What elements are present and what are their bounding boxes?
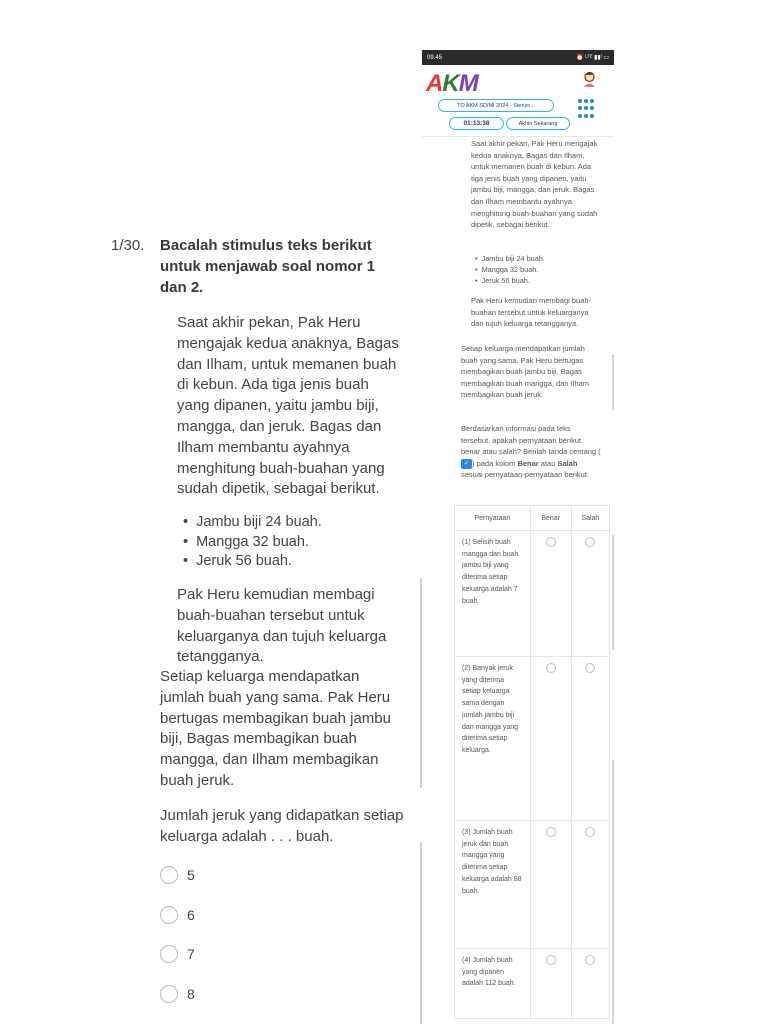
- radio-button[interactable]: [160, 945, 178, 963]
- question-prompt: Jumlah jeruk yang didapatkan setiap keluarga adalah . . . buah.: [160, 807, 404, 845]
- avatar-icon[interactable]: [582, 71, 597, 87]
- column-header-pernyataan: Pernyataan: [455, 506, 531, 531]
- option-6[interactable]: [160, 906, 195, 924]
- timer: 01:13:38: [449, 117, 504, 130]
- benar-radio[interactable]: [546, 955, 556, 965]
- status-bar: [422, 50, 614, 65]
- benar-radio[interactable]: [546, 663, 556, 673]
- question-grid-icon[interactable]: [578, 99, 598, 119]
- divider: [422, 136, 614, 137]
- salah-radio[interactable]: [585, 537, 595, 547]
- option-5[interactable]: [160, 866, 195, 884]
- table-row: [455, 657, 610, 821]
- list-item: • Jeruk 56 buah.: [183, 552, 322, 572]
- instruction-text: Berdasarkan informasi pada teks tersebut, apakah pernyataan berikut benar atau salah? Berilah tanda centang (✓ ) pada kolom Benar atau Salah sesuai pernyataan-pernyataan berikut.: [461, 424, 601, 480]
- option-7[interactable]: [160, 945, 195, 963]
- question-title: Bacalah stimulus teks berikut untuk menjawab soal nomor 1 dan 2.: [160, 237, 376, 296]
- list-item: • Mangga 32 buah.: [475, 264, 545, 275]
- list-item: • Jambu biji 24 buah.: [475, 253, 545, 264]
- statement-table: [454, 505, 610, 1019]
- status-time: 09.45: [427, 54, 443, 61]
- radio-button[interactable]: [160, 985, 178, 1003]
- stimulus-paragraph-3: Setiap keluarga mendapatkan jumlah buah yang sama. Pak Heru bertugas membagikan buah jambu biji, Bagas membagikan buah mangga, dan Ilham membagikan buah jeruk.: [160, 668, 391, 789]
- end-now-button[interactable]: Akhiri Sekarang: [506, 117, 570, 130]
- stimulus-paragraph-2-small: Pak Heru kemudian membagi buah-buahan tersebut untuk keluarganya dan tujuh keluarga tetangganya.: [471, 296, 592, 329]
- radio-button[interactable]: [160, 866, 178, 884]
- option-label: 8: [187, 986, 195, 1002]
- option-8[interactable]: [160, 985, 195, 1003]
- benar-radio[interactable]: [546, 537, 556, 547]
- table-row: [455, 821, 610, 949]
- option-label: 6: [187, 907, 195, 923]
- stimulus-paragraph-2: Pak Heru kemudian membagi buah-buahan tersebut untuk keluarganya dan tujuh keluarga tetangganya.: [177, 586, 387, 666]
- exam-name-pill[interactable]: TO AKM SD/MI 2024 - Sterizo...: [438, 99, 554, 112]
- phone-screen: [422, 50, 614, 1024]
- option-label: 7: [187, 946, 195, 962]
- stimulus-paragraph-1: Saat akhir pekan, Pak Heru mengajak kedua anaknya, Bagas dan Ilham, untuk memanen buah di kebun. Ada tiga jenis buah yang dipanen, yaitu jambu biji, mangga, dan jeruk. Bagas dan Ilham membantu ayahnya menghitung buah-buahan yang sudah dipetik, sebagai berikut.: [177, 314, 399, 498]
- scrollbar[interactable]: [612, 760, 614, 1024]
- list-item: • Jambu biji 24 buah.: [183, 513, 322, 533]
- list-item: • Jeruk 56 buah.: [475, 275, 545, 286]
- stimulus-paragraph-1-small: Saat akhir pekan, Pak Heru mengajak kedua anaknya, Bagas dan Ilham, untuk memanen buah di kebun. Ada tiga jenis buah yang dipanen, yaitu jambu biji, mangga, dan jeruk. Bagas dan Ilham membantu ayahnya menghitung buah-buahan yang sudah dipetik, sebagai berikut.: [471, 139, 598, 230]
- stimulus-paragraph-3-small: Setiap keluarga mendapatkan jumlah buah yang sama. Pak Heru bertugas membagikan buah jambu biji, Bagas membagikan buah mangga, dan Ilham membagikan buah jeruk.: [461, 344, 589, 400]
- option-label: 5: [187, 867, 195, 883]
- radio-button[interactable]: [160, 906, 178, 924]
- salah-radio[interactable]: [585, 827, 595, 837]
- status-icons: ⏰ ᴸᵀᴱ ▮▮ˡ ▭: [576, 55, 609, 61]
- statement-cell: (2) Banyak jeruk yang diterima setiap keluarga sama dengan jumlah jambu biji dan mangga yang diterima setiap keluarga.: [455, 657, 531, 821]
- statement-cell: (4) Jumlah buah yang dipanen adalah 112 buah.: [455, 949, 531, 1019]
- question-number: 1/30.: [111, 237, 145, 254]
- table-row: [455, 531, 610, 657]
- column-header-salah: Salah: [571, 506, 609, 531]
- list-item: • Mangga 32 buah.: [183, 533, 322, 553]
- statement-cell: (3) Jumlah buah jeruk dan buah mangga yang diterima setiap keluarga adalah 88 buah.: [455, 821, 531, 949]
- checkmark-icon: ✓: [461, 459, 472, 469]
- salah-radio[interactable]: [585, 663, 595, 673]
- table-row: [455, 949, 610, 1019]
- column-header-benar: Benar: [530, 506, 571, 531]
- fruit-list-small: [475, 253, 545, 286]
- fruit-list: [183, 513, 322, 572]
- statement-cell: (1) Selisih buah mangga dan buah jambu biji yang diterima setiap keluarga adalah 7 buah.: [455, 531, 531, 657]
- benar-radio[interactable]: [546, 827, 556, 837]
- scrollbar[interactable]: [612, 355, 614, 410]
- scrollbar[interactable]: [612, 535, 614, 650]
- salah-radio[interactable]: [585, 955, 595, 965]
- akm-logo: AKM: [426, 70, 478, 97]
